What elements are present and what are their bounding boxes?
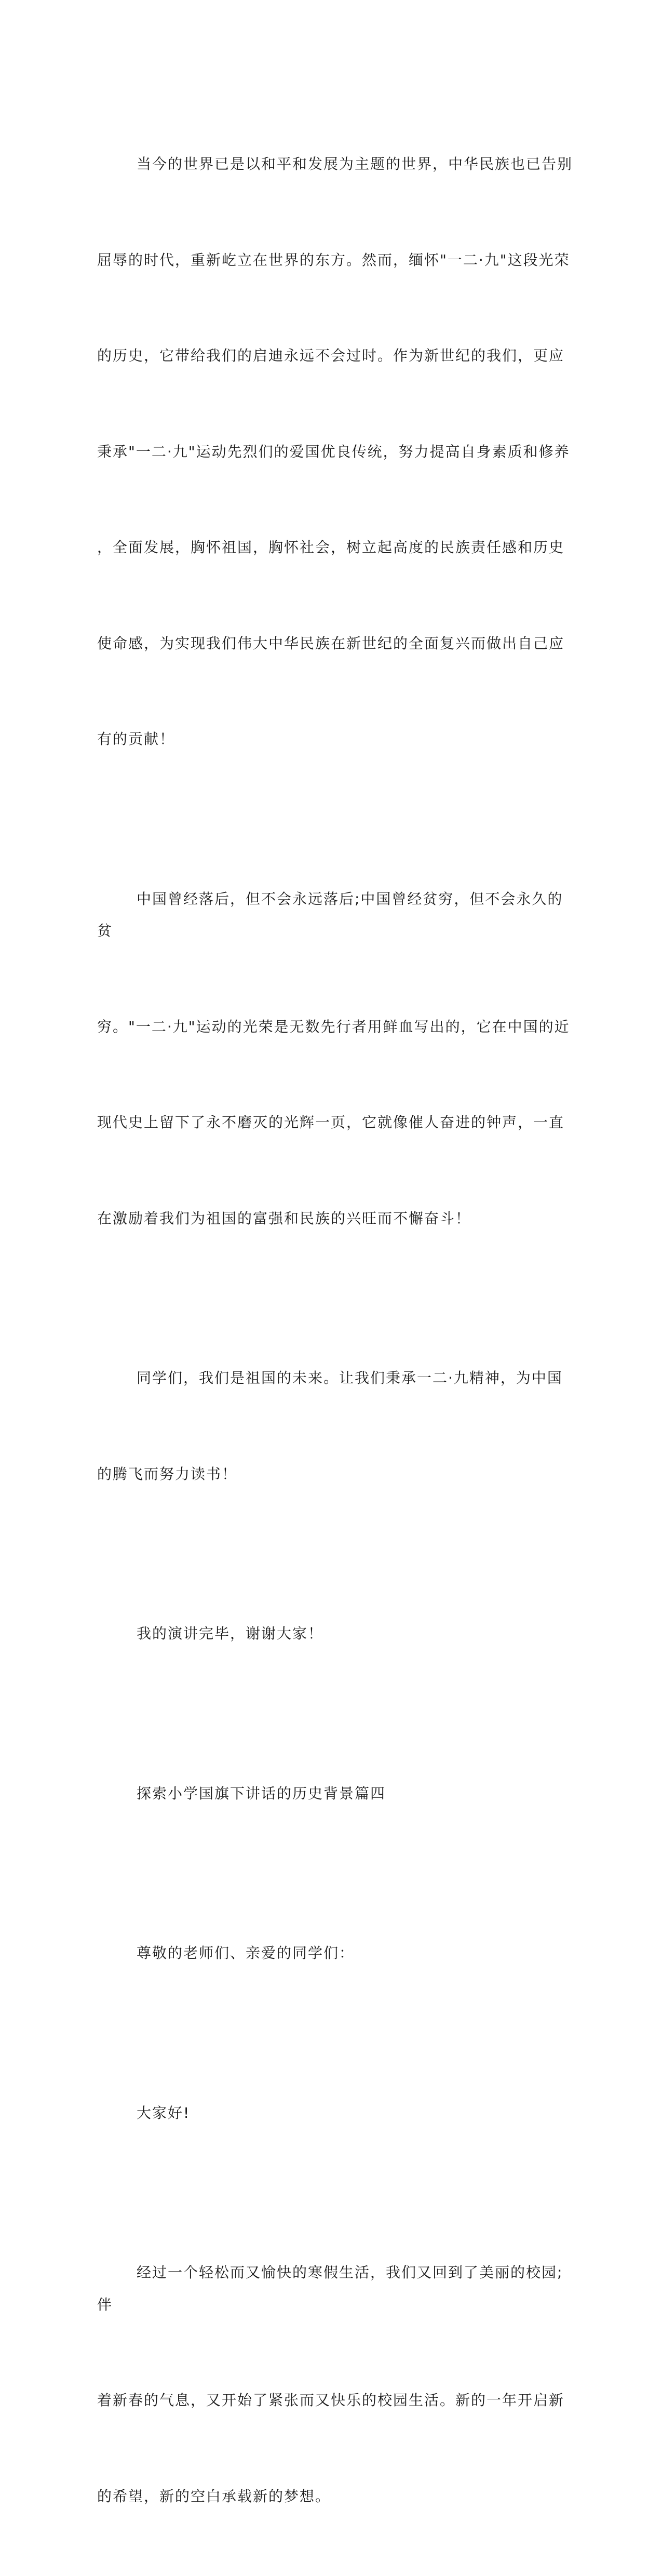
paragraph-8 [97, 2193, 575, 2576]
paragraph-line: 有的贡献！ [97, 730, 175, 748]
paragraph-line: 当今的世界已是以和平和发展为主题的世界，中华民族也已告别 [137, 155, 573, 172]
paragraph-line: 的希望，新的空白承载新的梦想。 [97, 2487, 331, 2505]
paragraph-line: 着新春的气息，又开始了紧张而又快乐的校园生活。新的一年开启新 [97, 2392, 565, 2409]
paragraph-line: 使命感，为实现我们伟大中华民族在新世纪的全面复兴而做出自己应 [97, 634, 565, 652]
paragraph-line: 经过一个轻松而又愉快的寒假生活，我们又回到了美丽的校园;伴 [97, 2264, 563, 2313]
paragraph-line: 的腾飞而努力读书！ [97, 1465, 238, 1483]
paragraph-line: 现代史上留下了永不磨灭的光辉一页，它就像催人奋进的钟声，一直 [97, 1114, 565, 1131]
paragraph-line: 我的演讲完毕，谢谢大家！ [137, 1625, 324, 1642]
paragraph-line: 同学们，我们是祖国的未来。让我们秉承一二·九精神，为中国 [137, 1369, 563, 1386]
paragraph-line: 在激励着我们为祖国的富强和民族的兴旺而不懈奋斗！ [97, 1209, 471, 1227]
paragraph-2 [97, 819, 575, 1299]
document-body [97, 84, 575, 2576]
paragraph-line: ，全面发展，胸怀祖国，胸怀社会，树立起高度的民族责任感和历史 [97, 539, 565, 556]
paragraph-line: 秉承"一二·九"运动先烈们的爱国优良传统，努力提高自身素质和修养 [97, 443, 570, 460]
paragraph-line: 穷。"一二·九"运动的光荣是无数先行者用鲜血写出的，它在中国的近 [97, 1018, 570, 1035]
paragraph-line: 大家好! [137, 2104, 191, 2121]
greeting [97, 2033, 575, 2193]
paragraph-line: 屈辱的时代，重新屹立在世界的东方。然而，缅怀"一二·九"这段光荣 [97, 251, 570, 269]
paragraph-line: 中国曾经落后，但不会永远落后;中国曾经贫穷，但不会永久的贫 [97, 890, 563, 939]
section-heading [97, 1714, 575, 1874]
paragraph-1 [97, 84, 575, 819]
paragraph-line: 的历史，它带给我们的启迪永远不会过时。作为新世纪的我们，更应 [97, 347, 565, 364]
salutation [97, 1873, 575, 2033]
paragraph-4 [97, 1554, 575, 1714]
paragraph-3 [97, 1298, 575, 1554]
paragraph-line: 尊敬的老师们、亲爱的同学们： [137, 1944, 355, 1961]
paragraph-line: 探索小学国旗下讲话的历史背景篇四 [137, 1784, 386, 1802]
